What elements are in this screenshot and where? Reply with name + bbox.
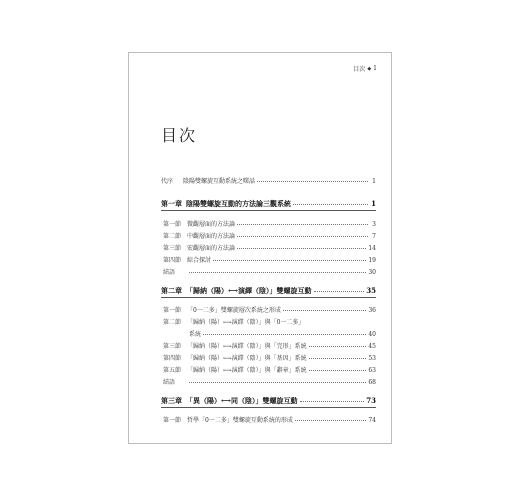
chapter-rule [161,407,376,408]
toc-title: 目次 [161,126,198,145]
chapter-label: 第三章 [161,396,182,405]
entry-label: 第一節 [163,417,182,424]
dot-leader [189,272,366,273]
entry-label: 第一節 [163,221,182,228]
dot-leader [213,260,366,261]
entry-label: 第二節 [163,319,182,326]
entry-title: 綜合探討 [187,257,212,264]
toc-entry[interactable] [161,365,376,374]
entry-label: 結語 [163,269,176,276]
entry-label: 第五節 [163,367,182,374]
page-number: 68 [368,379,376,386]
page-number: 7 [372,233,376,240]
toc-entry[interactable] [161,341,376,350]
dot-leader [309,358,367,359]
entry-title: 系統 [189,331,202,338]
dot-leader [300,401,365,402]
entry-label: 第三節 [163,245,182,252]
entry-label: 第二節 [163,233,182,240]
dot-leader [309,346,367,347]
page-number: 45 [368,343,376,350]
page-number: 73 [366,396,376,405]
page-number: 74 [368,417,376,424]
running-head [353,64,377,73]
page-number: 63 [368,367,376,374]
toc-entry-conclusion[interactable] [161,377,376,386]
toc-entry[interactable] [161,231,376,240]
entry-title: 陰陽雙螺旋互動系統之曙話 [183,178,256,185]
toc-entry[interactable] [161,317,376,326]
entry-label: 第四節 [163,355,182,362]
entry-label: 第三節 [163,343,182,350]
toc-entry-preface[interactable] [161,176,376,185]
page-number: 3 [372,221,376,228]
toc-chapter-2[interactable] [161,286,376,296]
toc-entry-conclusion[interactable] [161,267,376,276]
chapter-rule [161,210,376,211]
dot-leader [314,291,365,292]
chapter-rule [161,297,376,298]
page-number: 19 [368,257,376,264]
dot-leader [309,370,367,371]
page-number: 1 [372,178,376,185]
running-head-page: 1 [373,65,377,72]
page-number: 35 [366,286,376,295]
dot-leader [293,204,368,205]
dot-leader [189,382,366,383]
page-number: 14 [368,245,376,252]
entry-title: 「0一二多」雙螺旋層次系統之形成 [187,307,281,314]
toc-entry[interactable] [161,415,376,424]
running-head-label: 目次 [353,66,366,73]
chapter-label: 第二章 [161,286,182,295]
toc-entry[interactable] [161,353,376,362]
chapter-title: 「異（陽）⟷同（陰）」雙螺旋互動 [186,396,298,405]
dot-leader [237,224,368,225]
entry-title: 「歸納（陽）⟷演繹（陰）」與「完形」系統 [187,343,307,350]
chapter-title: 「歸納（陽）⟷演繹（陰）」雙螺旋互動 [186,286,312,295]
toc-chapter-1[interactable] [161,199,376,209]
entry-title: 中觀層面的方法論 [187,233,236,240]
entry-title: 「歸納（陽）⟷演繹（陰）」與「辭章」系統 [187,367,307,374]
dot-leader [203,334,366,335]
entry-label: 第一節 [163,307,182,314]
chapter-title: 陰陽雙螺旋互動的方法論三觀系統 [186,199,291,208]
toc-entry[interactable] [161,305,376,314]
entry-title: 宏觀層面的方法論 [187,245,236,252]
toc-entry[interactable] [161,255,376,264]
diamond-icon: ◆ [367,65,372,72]
toc-entry[interactable] [161,243,376,252]
dot-leader [237,248,366,249]
entry-label: 結語 [163,379,176,386]
entry-label: 第四節 [163,257,182,264]
entry-title: 微觀層面的方法論 [187,221,236,228]
chapter-label: 第一章 [161,199,182,208]
book-page [128,52,392,444]
page-number: 30 [368,269,376,276]
entry-label: 代序 [161,178,174,185]
entry-title: 哲學「0一二多」雙螺旋互動系統的形成 [187,417,293,424]
page-number: 40 [368,331,376,338]
toc-entry-continued[interactable] [189,329,376,338]
dot-leader [237,236,368,237]
page-number: 36 [368,307,376,314]
dot-leader [257,181,368,182]
entry-title: 「歸納（陽）⟷演繹（陰）」與「基因」系統 [187,355,307,362]
page-number: 1 [371,199,376,208]
page-number: 53 [368,355,376,362]
dot-leader [283,310,367,311]
dot-leader [295,420,367,421]
entry-title: 「歸納（陽）⟷演繹（陰）」與「0一二多」 [187,319,305,326]
toc-chapter-3[interactable] [161,396,376,406]
toc-entry[interactable] [161,219,376,228]
